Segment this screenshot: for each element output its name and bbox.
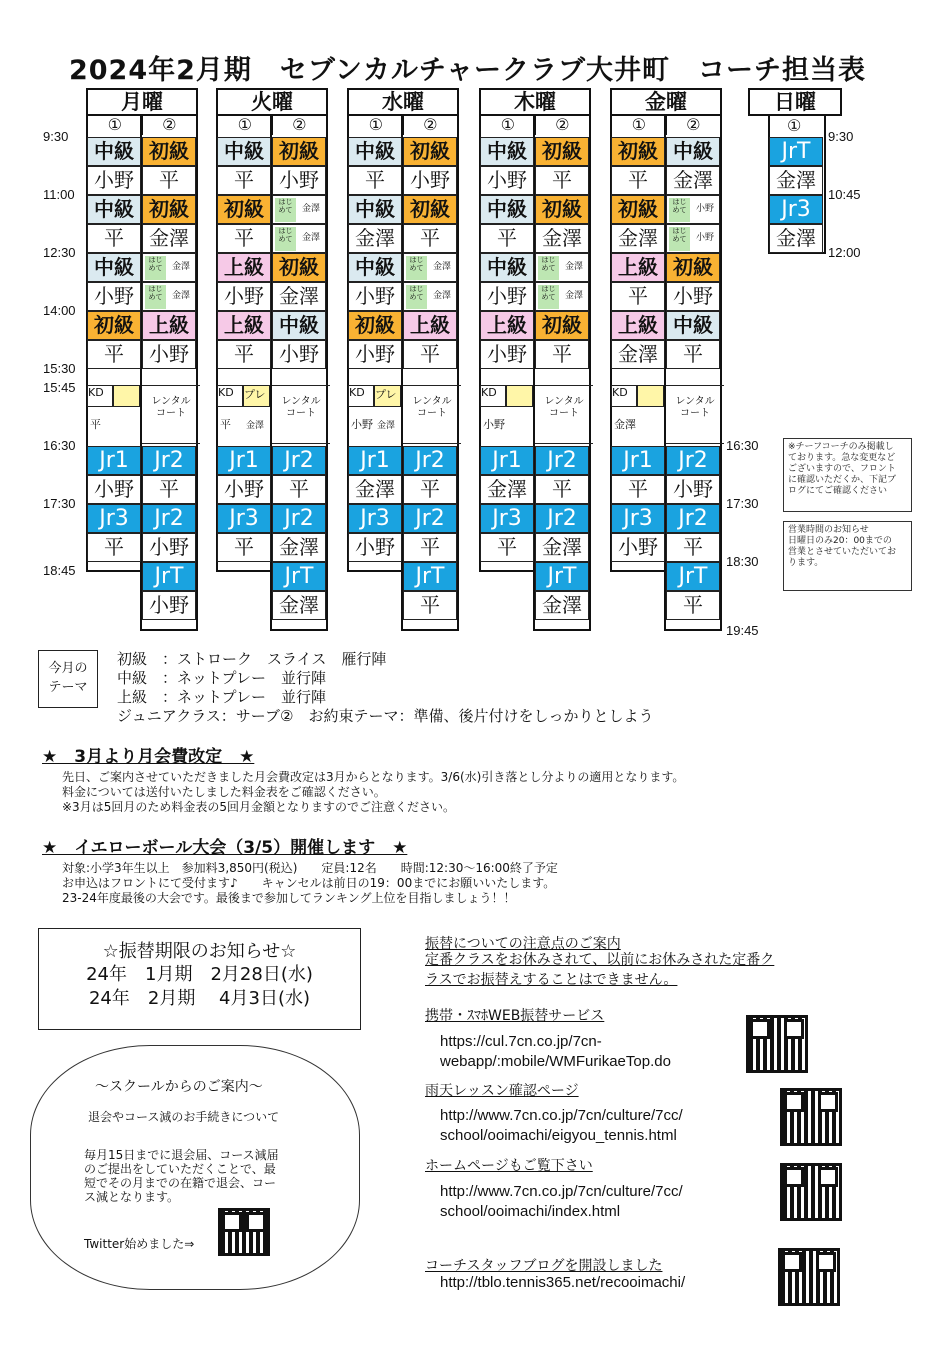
- time-label: 17:30: [726, 496, 759, 511]
- rental-court: レンタル コート: [272, 385, 330, 444]
- class-level: 上級: [217, 253, 271, 282]
- coach-name: 平: [220, 418, 231, 431]
- class-level: 上級: [142, 311, 196, 340]
- first-time-class: [666, 224, 720, 253]
- class-level: 上級: [403, 311, 457, 340]
- class-level: 初級: [403, 137, 457, 166]
- coach-name: 平: [666, 591, 720, 620]
- coach-name: 金澤: [611, 224, 665, 253]
- first-time-class: [535, 253, 589, 282]
- pre-class-label: [506, 385, 533, 407]
- coach-name: 小野: [348, 533, 402, 562]
- coach-name: 小野: [348, 340, 402, 369]
- notice-tournament-title: ★ イエローボール大会（3/5）開催します ★: [42, 838, 408, 858]
- first-time-class: [403, 282, 457, 311]
- class-level: 初級: [272, 137, 326, 166]
- col-number: ①: [631, 115, 646, 134]
- transfer-note-title: 振替についての注意点のご案内: [425, 936, 621, 952]
- junior-class: JrT: [666, 562, 720, 591]
- junior-class: JrT: [535, 562, 589, 591]
- col-number: ①: [107, 115, 122, 134]
- rental-court: レンタル コート: [403, 385, 461, 444]
- junior-class: Jr2: [272, 504, 326, 533]
- day-header: 木曜: [479, 88, 591, 116]
- junior-class: JrT: [403, 562, 457, 591]
- time-label: 12:30: [43, 245, 76, 260]
- coach-name: 金澤: [666, 166, 720, 195]
- class-level: 中級: [217, 137, 271, 166]
- coach-name: 金澤: [301, 204, 320, 214]
- coach-name: 平: [217, 166, 271, 195]
- time-label: 19:45: [726, 623, 759, 638]
- coach-name: 小野: [483, 418, 505, 431]
- coach-name: 金澤: [432, 262, 451, 272]
- web-transfer-qr-code[interactable]: [746, 1015, 808, 1073]
- coach-name: 小野: [217, 475, 271, 504]
- time-label: 12:00: [828, 245, 861, 260]
- coach-name: 小野: [87, 475, 141, 504]
- coach-name: 金澤: [246, 421, 265, 431]
- kids-class-label: KD: [480, 385, 506, 407]
- junior-class: Jr2: [535, 504, 589, 533]
- junior-class: Jr1: [611, 446, 665, 475]
- coach-name: 金澤: [432, 291, 451, 301]
- homepage-qr-code[interactable]: [780, 1163, 842, 1221]
- coach-name: 平: [403, 591, 457, 620]
- junior-class: Jr2: [535, 446, 589, 475]
- coach-name: 金澤: [564, 291, 583, 301]
- class-level: 中級: [348, 195, 402, 224]
- class-level: 中級: [272, 311, 326, 340]
- sunday-coach: 金澤: [769, 224, 823, 253]
- coach-name: 平: [142, 166, 196, 195]
- pre-class-label: [113, 385, 140, 407]
- day-header: 月曜: [86, 88, 198, 116]
- day-header: 金曜: [610, 88, 722, 116]
- rental-court: レンタル コート: [666, 385, 724, 444]
- school-info-title: ～スクールからのご案内～: [95, 1079, 263, 1095]
- coach-name: 平: [348, 166, 402, 195]
- coach-name: 金澤: [611, 340, 665, 369]
- junior-class: Jr2: [272, 446, 326, 475]
- class-level: 上級: [611, 311, 665, 340]
- first-time-tag: はじ めて: [669, 198, 690, 222]
- link-title[interactable]: コーチスタッフブログを開設しました: [425, 1258, 663, 1274]
- rain-check-qr-code[interactable]: [780, 1088, 842, 1146]
- coach-name: 小野: [480, 166, 534, 195]
- class-level: 中級: [666, 311, 720, 340]
- link-url[interactable]: http://tblo.tennis365.net/recooimachi/: [440, 1274, 686, 1291]
- junior-class: Jr3: [87, 504, 141, 533]
- chief-coach-note: ※チーフコーチのみ掲載し ております。急な変更など ございますので、フロント に確認いただくか、下記ブ ログにてご確認ください: [783, 438, 912, 512]
- first-time-tag: はじ めて: [275, 198, 296, 222]
- first-time-class: [272, 195, 326, 224]
- sunday-class: JrT: [769, 137, 823, 166]
- coach-name: 金澤: [480, 475, 534, 504]
- time-label: 14:00: [43, 303, 76, 318]
- junior-class: Jr2: [403, 504, 457, 533]
- coach-name: 平: [87, 340, 141, 369]
- class-level: 初級: [611, 137, 665, 166]
- coach-name: 小野: [142, 533, 196, 562]
- coach-name: 小野: [87, 282, 141, 311]
- col-number: ①: [237, 115, 252, 134]
- coach-name: 平: [87, 224, 141, 253]
- coach-name: 金澤: [171, 291, 190, 301]
- junior-class: Jr2: [142, 504, 196, 533]
- sunday-coach: 金澤: [769, 166, 823, 195]
- time-label: 17:30: [43, 496, 76, 511]
- junior-class: Jr3: [217, 504, 271, 533]
- junior-class: JrT: [272, 562, 326, 591]
- coach-name: 小野: [611, 533, 665, 562]
- class-level: 初級: [535, 195, 589, 224]
- coach-name: 平: [217, 533, 271, 562]
- coach-name: 小野: [403, 166, 457, 195]
- class-level: 初級: [666, 253, 720, 282]
- junior-class: Jr1: [348, 446, 402, 475]
- coach-name: 小野: [348, 282, 402, 311]
- coach-name: 小野: [480, 282, 534, 311]
- junior-class: Jr1: [217, 446, 271, 475]
- time-label: 9:30: [43, 129, 69, 144]
- col-number: ①: [787, 118, 802, 135]
- coach-name: 平: [480, 224, 534, 253]
- junior-class: Jr3: [348, 504, 402, 533]
- coach-name: 小野: [142, 340, 196, 369]
- coach-name: 金澤: [348, 224, 402, 253]
- class-level: 初級: [535, 311, 589, 340]
- coach-name: 平: [87, 533, 141, 562]
- coach-name: 平: [535, 340, 589, 369]
- coach-name: 金澤: [301, 233, 320, 243]
- class-level: 初級: [87, 311, 141, 340]
- school-info-sub: 退会やコース減のお手続きについて: [88, 1110, 280, 1124]
- time-label: 9:30: [828, 129, 854, 144]
- class-level: 中級: [480, 253, 534, 282]
- first-time-tag: はじ めて: [538, 256, 559, 280]
- first-time-tag: はじ めて: [669, 227, 690, 251]
- kids-class-label: KD: [87, 385, 113, 407]
- day-header: 日曜: [748, 88, 842, 116]
- coach-name: 平: [217, 224, 271, 253]
- coach-name: 平: [142, 475, 196, 504]
- coach-name: 小野: [351, 418, 373, 431]
- class-level: 中級: [348, 137, 402, 166]
- coach-name: 小野: [695, 233, 714, 243]
- coach-name: 平: [403, 224, 457, 253]
- pre-class-label: プレ: [243, 385, 270, 407]
- coach-name: 金澤: [535, 591, 589, 620]
- class-level: 初級: [403, 195, 457, 224]
- class-level: 中級: [87, 195, 141, 224]
- link-url[interactable]: http://www.7cn.co.jp/7cn/culture/7cc/ school/ooimachi/index.html: [440, 1183, 683, 1220]
- coach-name: 小野: [695, 204, 714, 214]
- col-number: ②: [666, 116, 721, 135]
- first-time-class: [535, 282, 589, 311]
- coach-name: 小野: [480, 340, 534, 369]
- coach-name: 小野: [272, 166, 326, 195]
- coach-name: 平: [403, 340, 457, 369]
- coach-name: 小野: [666, 282, 720, 311]
- coach-name: 小野: [217, 282, 271, 311]
- link-url[interactable]: http://www.7cn.co.jp/7cn/culture/7cc/ school/ooimachi/eigyou_tennis.html: [440, 1107, 683, 1144]
- col-number: ②: [535, 116, 590, 135]
- col-number: ②: [403, 116, 458, 135]
- notice-fee-body: 先日、ご案内させていただきました月会費改定は3月からとなります。3/6(水)引き落とし分よりの適用となります。 料金については送付いたしました料金表をご確認ください。 ※3月は5回月のため料金表の5回月金額となりますのでご注意ください。: [62, 770, 685, 814]
- hours-note: 営業時間のお知らせ 日曜日のみ20：00までの 営業とさせていただいてお ります。: [783, 521, 912, 591]
- class-level: 中級: [480, 137, 534, 166]
- deadline-line: 24年 2月期 4月3日(水): [88, 988, 311, 1009]
- first-time-tag: はじ めて: [406, 285, 427, 309]
- coach-name: 金澤: [348, 475, 402, 504]
- coach-name: 平: [272, 475, 326, 504]
- col-number: ①: [368, 115, 383, 134]
- coach-name: 金澤: [535, 533, 589, 562]
- coach-name: 平: [611, 166, 665, 195]
- coach-name: 平: [666, 533, 720, 562]
- time-label: 10:45: [828, 187, 861, 202]
- coach-name: 金澤: [171, 262, 190, 272]
- junior-class: JrT: [142, 562, 196, 591]
- first-time-class: [272, 224, 326, 253]
- class-level: 初級: [217, 195, 271, 224]
- time-label: 16:30: [43, 438, 76, 453]
- transfer-note-body: 定番クラスをお休みされて、以前にお休みされた定番ク ラスでお振替えすることはできません。: [425, 952, 775, 988]
- coach-name: 金澤: [564, 262, 583, 272]
- notice-fee-title: ★ 3月より月会費改定 ★: [42, 747, 255, 767]
- coach-name: 平: [403, 475, 457, 504]
- class-level: 初級: [272, 253, 326, 282]
- coach-name: 金澤: [272, 533, 326, 562]
- class-level: 上級: [480, 311, 534, 340]
- kids-class-label: KD: [348, 385, 374, 407]
- coach-name: 金澤: [535, 224, 589, 253]
- col-number: ②: [272, 116, 327, 135]
- coach-name: 平: [535, 475, 589, 504]
- first-time-tag: はじ めて: [145, 285, 166, 309]
- first-time-class: [666, 195, 720, 224]
- transfer-deadline-box: [38, 928, 361, 1030]
- day-header: 水曜: [347, 88, 459, 116]
- coach-name: 小野: [272, 340, 326, 369]
- coach-name: 金澤: [377, 421, 396, 431]
- theme-lines: 初級 ：ストローク スライス 雁行陣 中級 ：ネットプレー 並行陣 上級 ：ネットプレー 並行陣 ジュニアクラス：サーブ② お約束テーマ：準備、後片付けをしっかりとしよう: [117, 650, 654, 725]
- coach-name: 平: [666, 340, 720, 369]
- coach-name: 小野: [87, 166, 141, 195]
- class-level: 中級: [666, 137, 720, 166]
- class-level: 初級: [611, 195, 665, 224]
- junior-class: Jr3: [611, 504, 665, 533]
- coach-name: 平: [480, 533, 534, 562]
- link-title[interactable]: ホームページもご覧下さい: [425, 1158, 593, 1174]
- coach-name: 小野: [666, 475, 720, 504]
- junior-class: Jr3: [480, 504, 534, 533]
- col-number: ①: [500, 115, 515, 134]
- junior-class: Jr2: [666, 446, 720, 475]
- sunday-class: Jr3: [769, 195, 823, 224]
- class-level: 中級: [348, 253, 402, 282]
- class-level: 上級: [217, 311, 271, 340]
- rental-court: レンタル コート: [535, 385, 593, 444]
- first-time-class: [142, 253, 196, 282]
- blog-qr-code[interactable]: [778, 1248, 840, 1306]
- time-label: 11:00: [43, 187, 75, 202]
- page-title: 2024年2月期 セブンカルチャークラブ大井町 コーチ担当表: [68, 55, 867, 86]
- first-time-tag: はじ めて: [275, 227, 296, 251]
- junior-class: Jr2: [142, 446, 196, 475]
- link-url[interactable]: https://cul.7cn.co.jp/7cn- webapp/:mobile/WMFurikaeTop.do: [440, 1033, 671, 1070]
- time-label: 15:45: [43, 380, 76, 395]
- deadline-line: 24年 1月期 2月28日(水): [86, 964, 313, 985]
- coach-name: 平: [217, 340, 271, 369]
- day-header: 火曜: [216, 88, 328, 116]
- class-level: 初級: [142, 195, 196, 224]
- class-level: 上級: [611, 253, 665, 282]
- pre-class-label: プレ: [374, 385, 401, 407]
- pre-class-label: [637, 385, 664, 407]
- first-time-class: [142, 282, 196, 311]
- class-level: 初級: [535, 137, 589, 166]
- twitter-qr-code[interactable]: [218, 1208, 270, 1256]
- school-info-body: 毎月15日までに退会届、コース減届 のご提出をしていただくことで、最 短でその月までの在籍で退会、コー ス減となります。: [84, 1148, 279, 1204]
- coach-name: 平: [611, 475, 665, 504]
- rental-court: レンタル コート: [142, 385, 200, 444]
- coach-name: 小野: [142, 591, 196, 620]
- class-level: 中級: [87, 253, 141, 282]
- notice-tournament-body: 対象:小学3年生以上 参加料3,850円(税込) 定員:12名 時間:12:30～16:00終了予定 お申込はフロントにて受付ます♪ キャンセルは前日の19：00までにお願いいたします。 23-24年度最後の大会です。最後まで参加してランキング上位を目指しましょう！！: [62, 861, 558, 905]
- class-level: 中級: [87, 137, 141, 166]
- day-column-sunday: [748, 88, 842, 116]
- coach-name: 平: [90, 418, 101, 431]
- time-label: 15:30: [43, 361, 76, 376]
- class-level: 初級: [142, 137, 196, 166]
- first-time-class: [403, 253, 457, 282]
- coach-name: 金澤: [272, 282, 326, 311]
- class-level: 中級: [480, 195, 534, 224]
- link-title[interactable]: 雨天レッスン確認ページ: [425, 1083, 579, 1099]
- junior-class: Jr2: [403, 446, 457, 475]
- time-label: 18:45: [43, 563, 76, 578]
- time-label: 18:30: [726, 554, 759, 569]
- junior-class: Jr1: [480, 446, 534, 475]
- deadline-title: ☆振替期限のお知らせ☆: [102, 941, 297, 962]
- twitter-text: Twitter始めました⇒: [84, 1237, 195, 1251]
- col-number: ②: [142, 116, 197, 135]
- junior-class: Jr2: [666, 504, 720, 533]
- kids-class-label: KD: [611, 385, 637, 407]
- first-time-tag: はじ めて: [406, 256, 427, 280]
- junior-class: Jr1: [87, 446, 141, 475]
- first-time-tag: はじ めて: [145, 256, 166, 280]
- time-label: 16:30: [726, 438, 759, 453]
- coach-name: 金澤: [614, 418, 636, 431]
- first-time-tag: はじ めて: [538, 285, 559, 309]
- coach-name: 平: [403, 533, 457, 562]
- link-title[interactable]: 携帯・ｽﾏﾎWEB振替サービス: [425, 1008, 605, 1024]
- coach-name: 金澤: [142, 224, 196, 253]
- class-level: 初級: [348, 311, 402, 340]
- kids-class-label: KD: [217, 385, 243, 407]
- coach-name: 平: [611, 282, 665, 311]
- theme-label: 今月の テーマ: [38, 650, 98, 708]
- coach-name: 金澤: [272, 591, 326, 620]
- coach-name: 平: [535, 166, 589, 195]
